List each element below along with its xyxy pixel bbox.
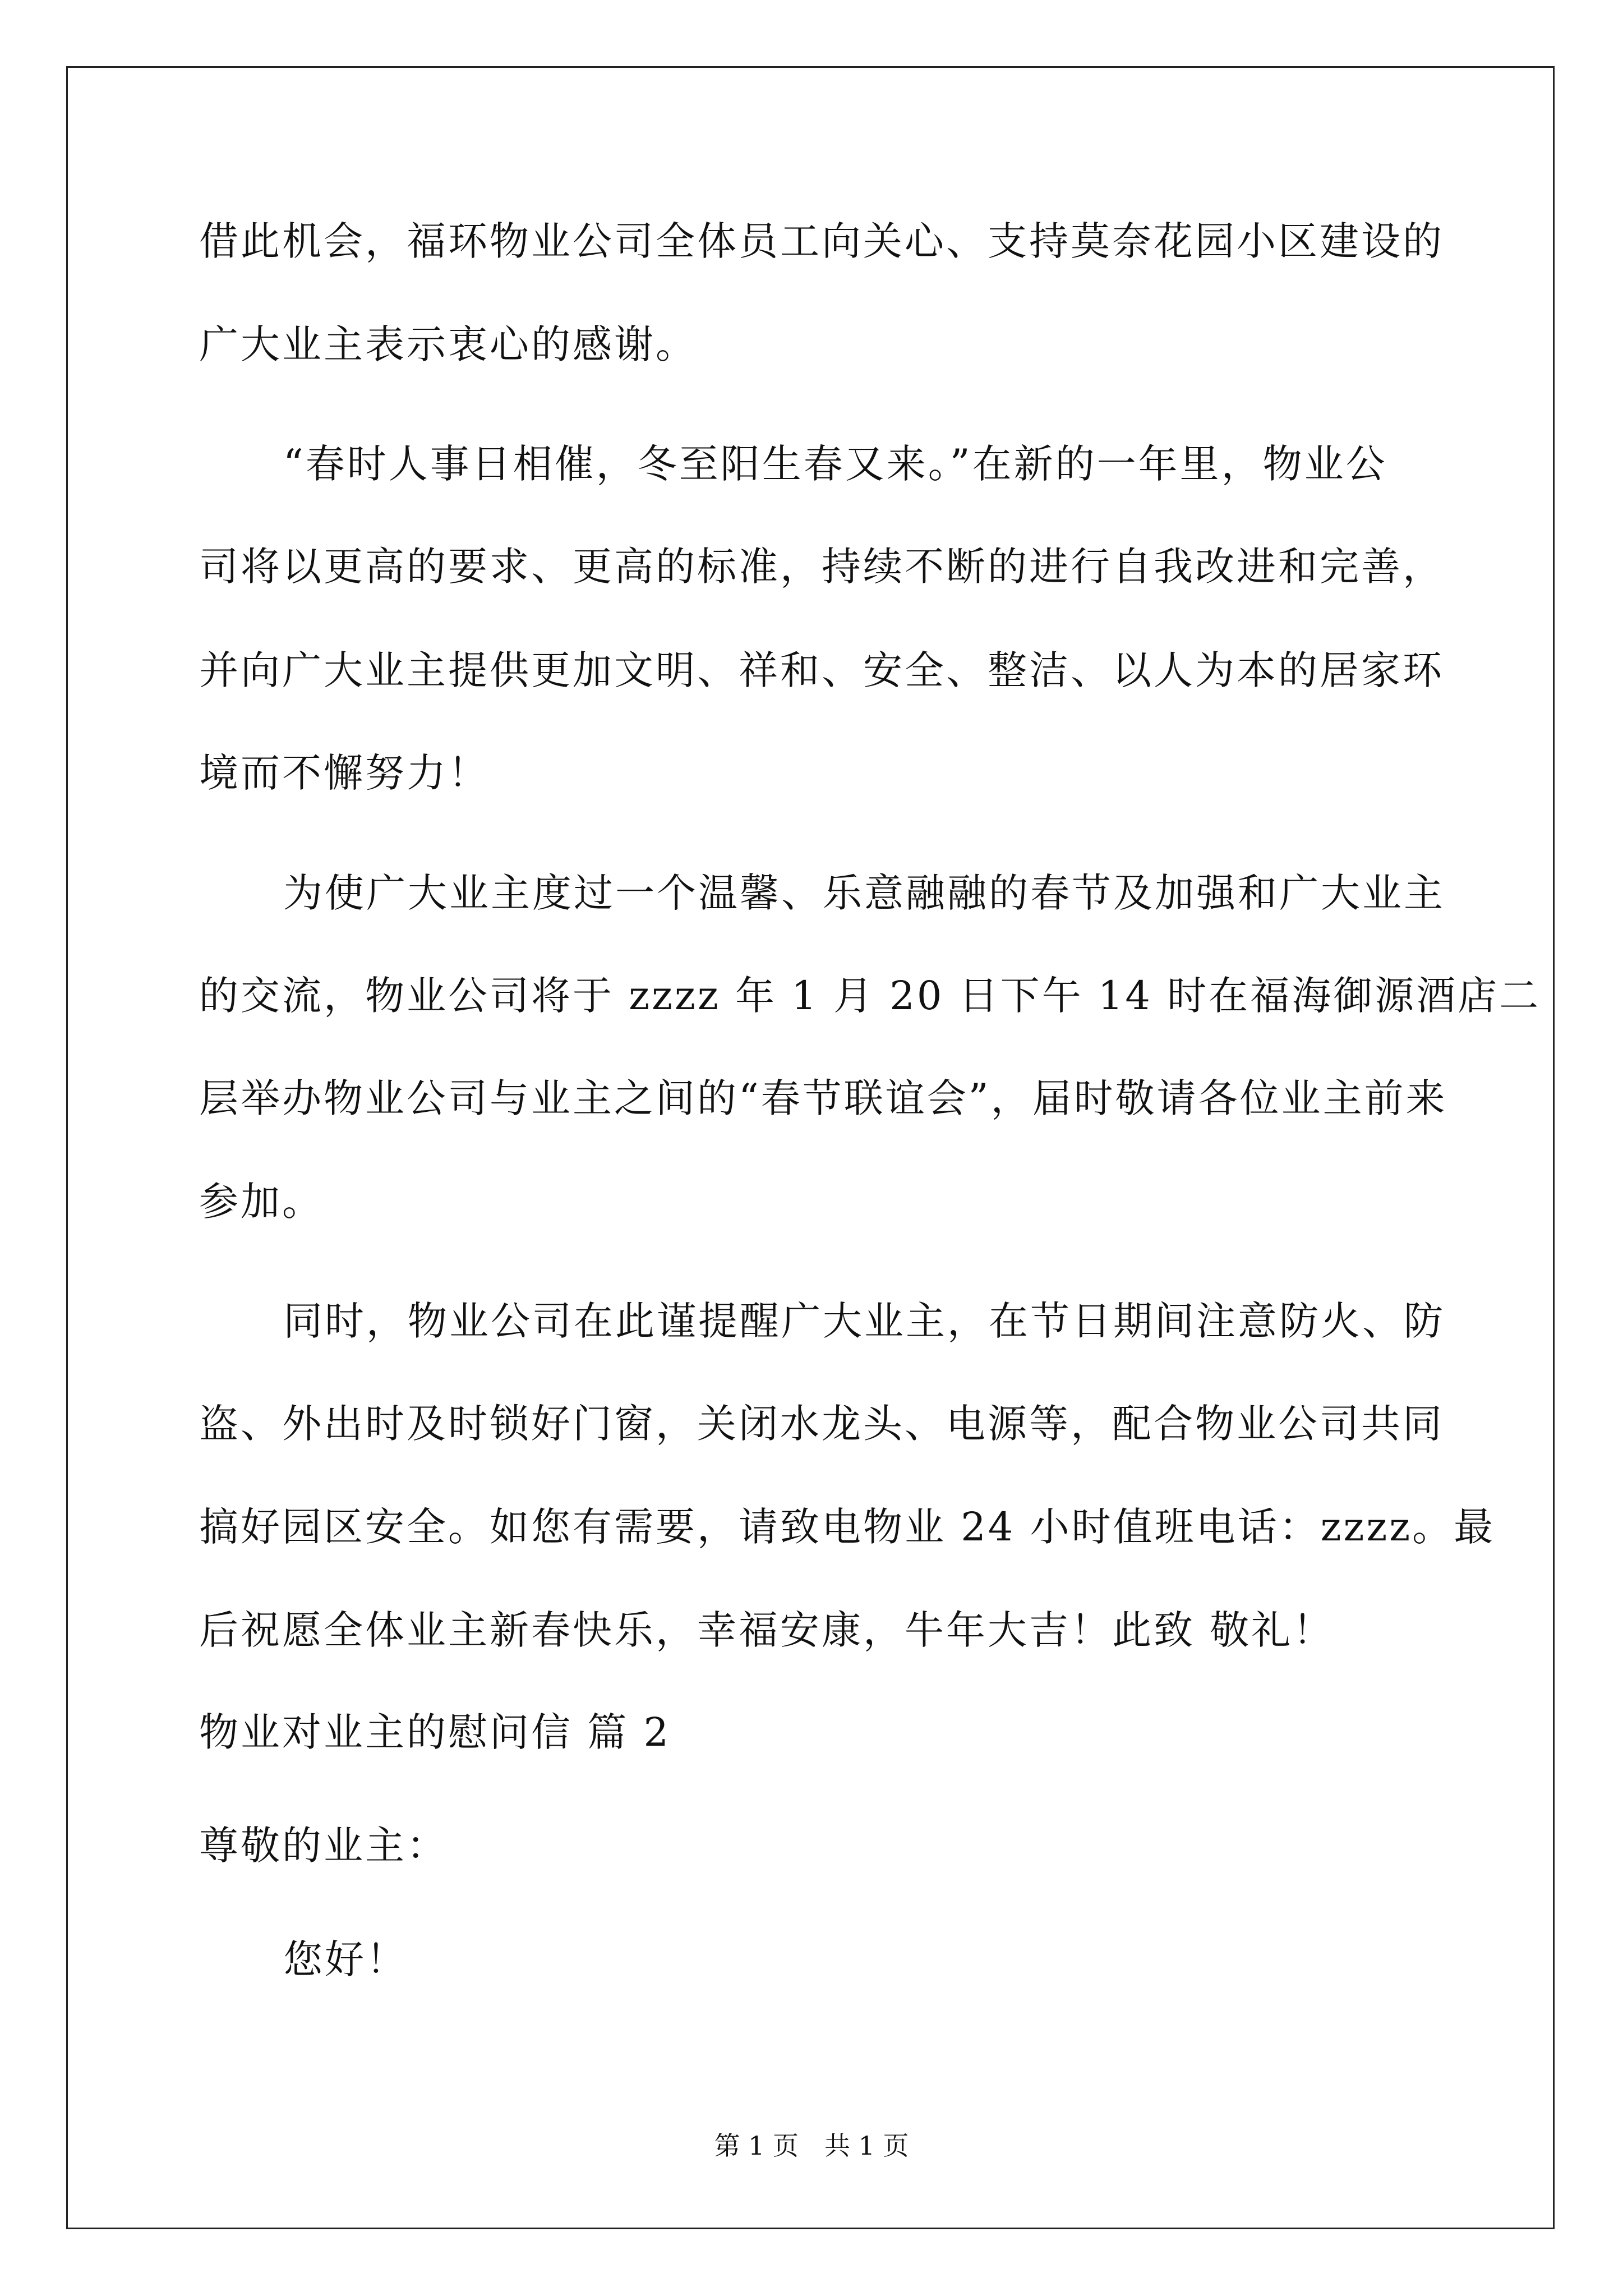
text-line: 为使广大业主度过一个温馨、乐意融融的春节及加强和广大业主 <box>283 870 1445 916</box>
text-line: 层举办物业公司与业主之间的“春节联谊会”，届时敬请各位业主前来 <box>199 1075 1447 1121</box>
text-line: 同时，物业公司在此谨提醒广大业主，在节日期间注意防火、防 <box>283 1298 1445 1344</box>
text-line: 境而不懈努力！ <box>199 750 490 796</box>
text-line: 司将以更高的要求、更高的标准，持续不断的进行自我改进和完善， <box>199 544 1444 590</box>
text-line: 的交流，物业公司将于 zzzz 年 1 月 20 日下午 14 时在福海御源酒店二 <box>199 973 1541 1019</box>
salutation: 尊敬的业主： <box>199 1823 448 1869</box>
text-line: 搞好园区安全。如您有需要，请致电物业 24 小时值班电话：zzzz。最 <box>199 1504 1496 1550</box>
text-line: 盗、外出时及时锁好门窗，关闭水龙头、电源等，配合物业公司共同 <box>199 1401 1444 1447</box>
text-line: 后祝愿全体业主新春快乐，幸福安康，牛年大吉！此致 敬礼！ <box>199 1607 1335 1653</box>
text-line: 参加。 <box>199 1179 324 1225</box>
text-line: 并向广大业主提供更加文明、祥和、安全、整洁、以人为本的居家环 <box>199 647 1444 693</box>
section-heading: 物业对业主的慰问信 篇 2 <box>199 1709 671 1755</box>
greeting: 您好！ <box>283 1936 408 1982</box>
text-line: “春时人事日相催，冬至阳生春又来。”在新的一年里，物业公 <box>283 441 1387 487</box>
page-footer: 第 1 页 共 1 页 <box>714 2131 909 2161</box>
text-line: 借此机会，福环物业公司全体员工向关心、支持莫奈花园小区建设的 <box>199 218 1444 264</box>
page-border <box>66 66 1555 2229</box>
text-line: 广大业主表示衷心的感谢。 <box>199 321 697 367</box>
